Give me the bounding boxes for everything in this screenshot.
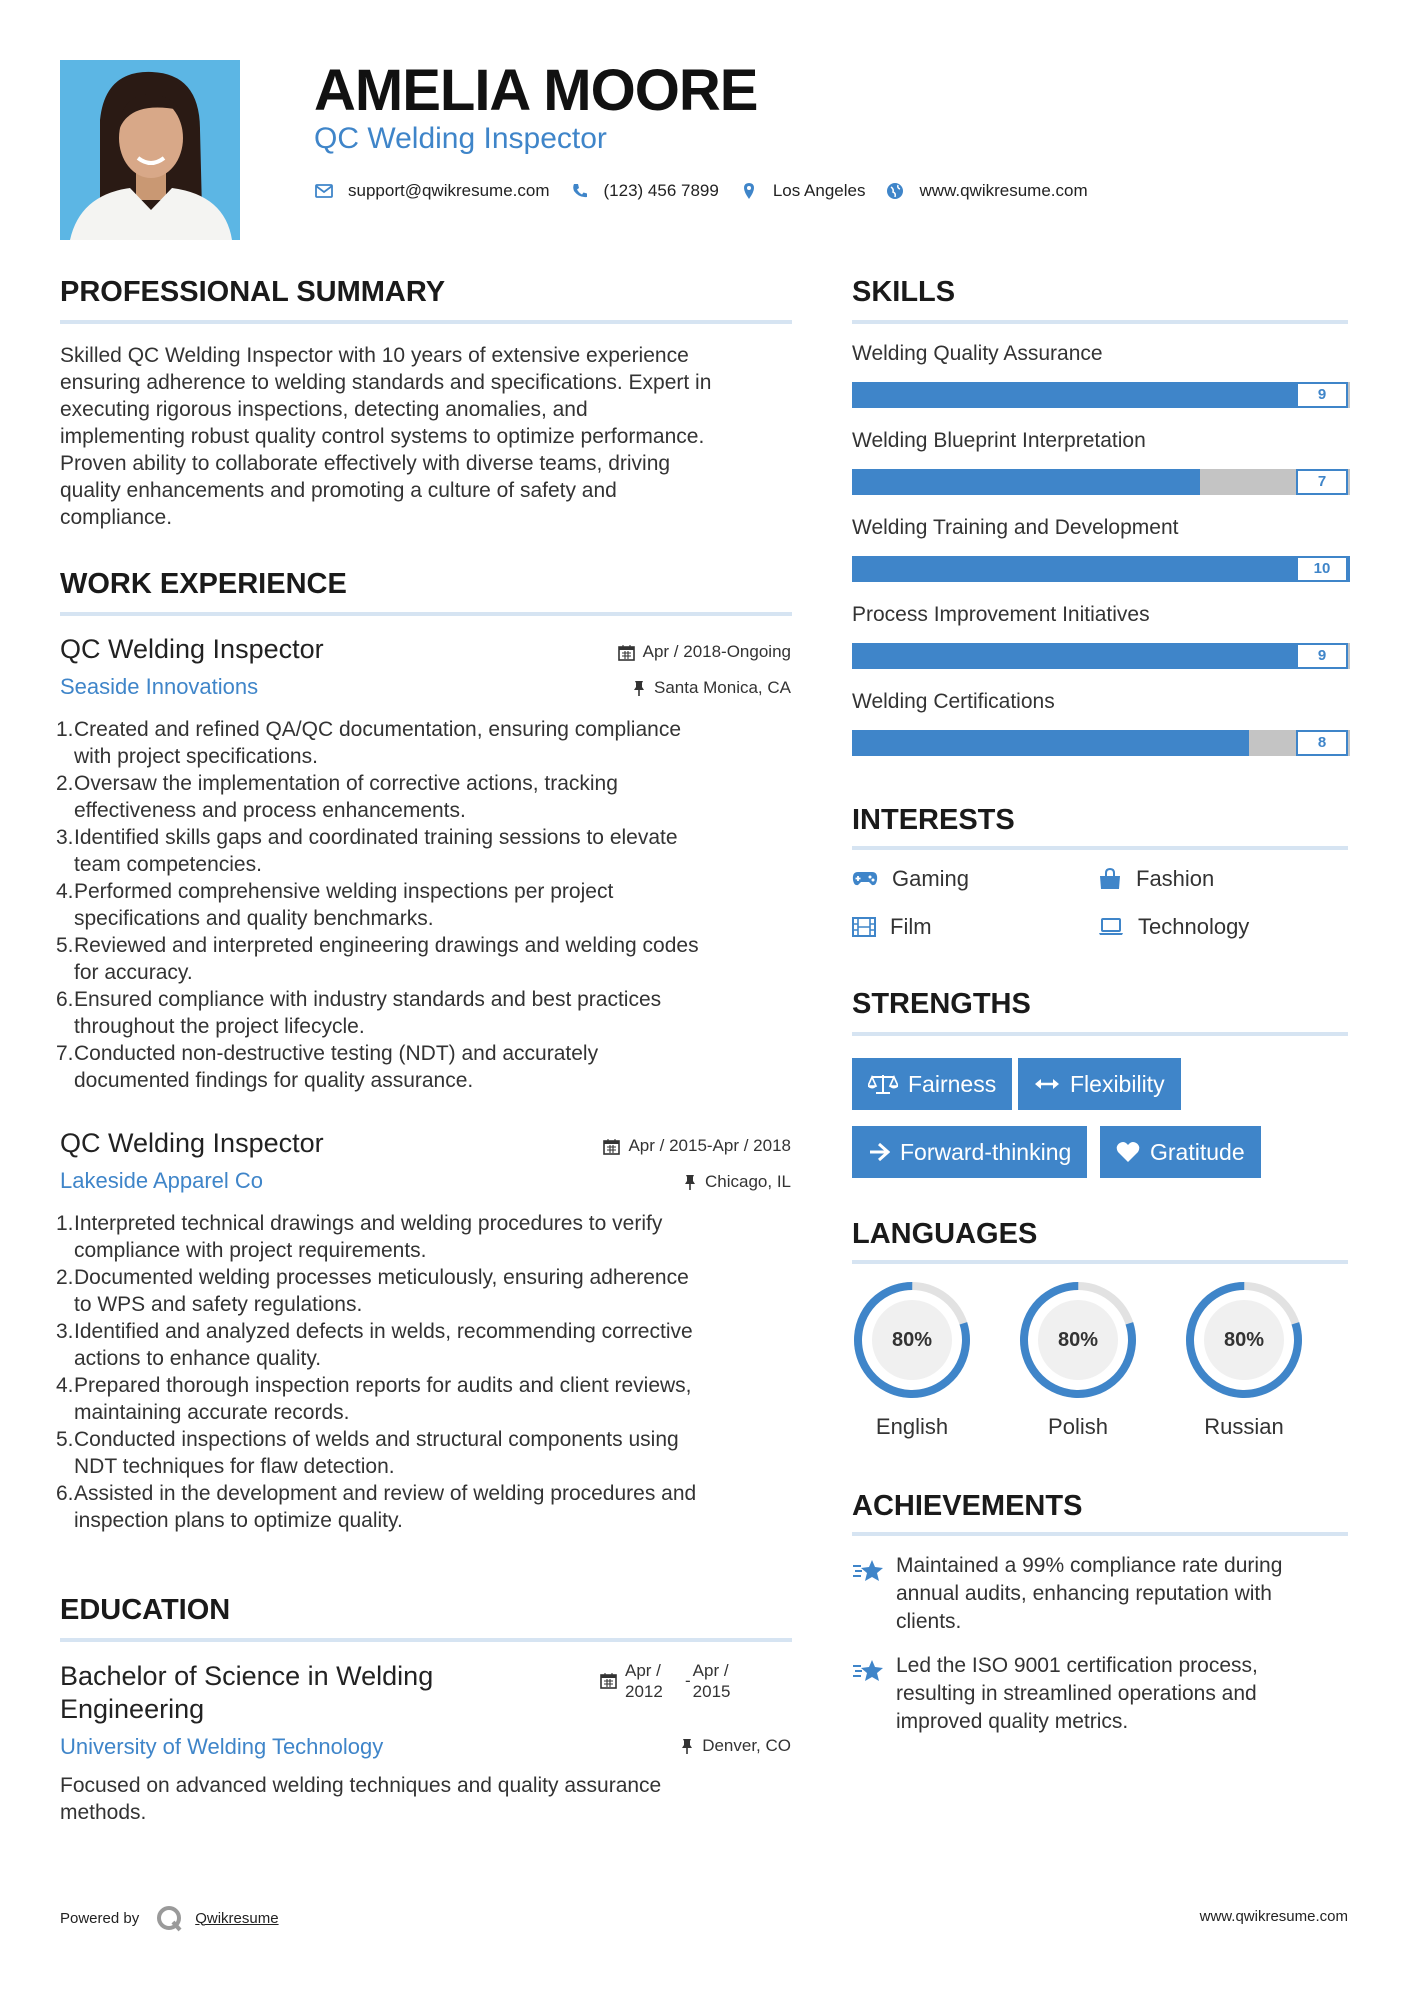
school-name: University of Welding Technology (60, 1734, 384, 1759)
skill-score: 7 (1296, 469, 1348, 495)
skill-segment (902, 643, 952, 669)
skill-segment (951, 469, 1001, 495)
list-item: 2. Oversaw the implementation of corrective actions, tracking effectiveness and process enhancements. (56, 772, 618, 822)
interest-gaming: Gaming (852, 866, 969, 892)
languages-heading: LANGUAGES (852, 1218, 1038, 1250)
skill-segment (1001, 730, 1051, 756)
skill-segment (1249, 469, 1299, 495)
skill-segment (1001, 643, 1051, 669)
skill-segment (1001, 469, 1051, 495)
job-location-text: Santa Monica, CA (653, 678, 791, 697)
skill-segment (1150, 469, 1200, 495)
achievements-divider (852, 1532, 1348, 1536)
skill-segment (852, 469, 902, 495)
skill-segment (902, 382, 952, 408)
skill-score: 9 (1296, 643, 1348, 669)
summary-text (60, 342, 800, 531)
skill-segment (852, 382, 902, 408)
skill-name: Welding Training and Development (852, 516, 1179, 539)
contact-website[interactable]: www.qwikresume.com (919, 181, 1088, 200)
summary-line: quality enhancements and promoting a culture of safety and (60, 479, 617, 502)
contact-phone[interactable]: (123) 456 7899 (603, 181, 719, 200)
candidate-title: QC Welding Inspector (314, 122, 607, 155)
interests-divider (852, 846, 1348, 850)
candidate-name: AMELIA MOORE (314, 58, 758, 123)
job-dates (603, 1136, 791, 1156)
star-icon (852, 1658, 884, 1684)
summary-divider (60, 320, 792, 324)
summary-line: implementing robust quality control systems to optimize performance. (60, 425, 705, 448)
skill-segment (951, 730, 1001, 756)
skill-level-bar (852, 643, 1350, 669)
calendar-icon (603, 1138, 620, 1155)
languages-divider (852, 1260, 1348, 1264)
list-item: 1. Interpreted technical drawings and welding procedures to verify compliance with project requirements. (56, 1212, 663, 1262)
skill-name: Process Improvement Initiatives (852, 603, 1150, 626)
skill-name: Welding Blueprint Interpretation (852, 429, 1146, 452)
strengths-divider (852, 1032, 1348, 1036)
list-item: 1. Created and refined QA/QC documentation, ensuring compliance with project specifications. (56, 718, 682, 768)
skill-segment (1100, 643, 1150, 669)
education-divider (60, 1638, 792, 1642)
laptop-icon (1098, 918, 1124, 936)
job-dates (618, 642, 791, 662)
skill-segment (1200, 556, 1250, 582)
skill-segment (852, 643, 902, 669)
skill-segment (1249, 556, 1299, 582)
profile-photo (60, 60, 240, 240)
skill-segment (951, 382, 1001, 408)
education-heading: EDUCATION (60, 1594, 231, 1626)
language-percent: 80% (891, 1328, 933, 1351)
degree-title: Bachelor of Science in Welding Engineering (60, 1661, 434, 1724)
qwikresume-logo-icon (155, 1904, 183, 1932)
job-title: QC Welding Inspector (60, 634, 324, 664)
contact-location: Los Angeles (772, 181, 866, 200)
interest-fashion: Fashion (1098, 866, 1214, 892)
strength-badge: Forward-thinking (852, 1126, 1087, 1178)
skill-segment (902, 730, 952, 756)
language-percent: 80% (1223, 1328, 1265, 1351)
summary-line: ensuring adherence to welding standards and specifications. Expert in (60, 371, 712, 394)
pushpin-icon (632, 680, 646, 697)
achievements-heading: ACHIEVEMENTS (852, 1490, 1083, 1522)
skill-score: 9 (1296, 382, 1348, 408)
list-item: 3. Identified skills gaps and coordinated training sessions to elevate team competencies. (56, 826, 678, 876)
skill-name: Welding Certifications (852, 690, 1055, 713)
language-name: Polish (1048, 1414, 1108, 1439)
skill-level-bar (852, 730, 1350, 756)
skill-segment (852, 556, 902, 582)
arrows-horizontal-icon (1034, 1076, 1060, 1092)
achievement-item: Led the ISO 9001 certification process, resulting in streamlined operations and improved quality metrics. (852, 1652, 1258, 1736)
footer-powered: Powered by Qwikresume (60, 1904, 279, 1932)
skill-segment (1150, 643, 1200, 669)
experience-heading: WORK EXPERIENCE (60, 568, 347, 600)
strength-badge: Gratitude (1100, 1126, 1261, 1178)
skill-segment (1051, 382, 1101, 408)
skill-segment (1100, 730, 1150, 756)
skill-segment (1200, 643, 1250, 669)
arrow-right-icon (868, 1142, 890, 1162)
job-location-text: Chicago, IL (705, 1172, 791, 1191)
summary-line: compliance. (60, 506, 173, 529)
job-dates-text: Apr / 2015-Apr / 2018 (628, 1136, 791, 1155)
skill-segment (1051, 730, 1101, 756)
skill-level-bar (852, 469, 1350, 495)
summary-heading: PROFESSIONAL SUMMARY (60, 276, 446, 308)
calendar-icon (600, 1672, 617, 1689)
language-percent: 80% (1057, 1328, 1099, 1351)
skill-segment (1249, 382, 1299, 408)
footer-website[interactable]: www.qwikresume.com (1199, 1908, 1348, 1925)
skill-segment (951, 556, 1001, 582)
film-icon (852, 917, 876, 937)
language-ring (1182, 1278, 1306, 1402)
skill-score: 10 (1296, 556, 1348, 582)
skill-score: 8 (1296, 730, 1348, 756)
list-item: 6. Assisted in the development and review of welding procedures and inspection plans to optimize quality. (56, 1482, 697, 1532)
list-item: 3. Identified and analyzed defects in welds, recommending corrective actions to enhance quality. (56, 1320, 693, 1370)
skill-level-bar (852, 382, 1350, 408)
language-name: Russian (1204, 1414, 1284, 1439)
contact-email[interactable]: support@qwikresume.com (348, 181, 550, 200)
skill-segment (1200, 469, 1250, 495)
education-description: Focused on advanced welding techniques and quality assurance methods. (60, 1774, 662, 1824)
contact-bar (314, 178, 1108, 204)
skill-segment (902, 556, 952, 582)
interests-heading: INTERESTS (852, 804, 1015, 836)
interest-film: Film (852, 914, 932, 940)
skill-segment (1150, 730, 1200, 756)
job-dates-text: Apr / 2018-Ongoing (642, 642, 791, 661)
language-name: English (875, 1414, 949, 1439)
list-item: 7. Conducted non-destructive testing (NDT) and accurately documented findings for quality assurance. (56, 1042, 599, 1092)
summary-line: Proven ability to collaborate effectively with diverse teams, driving (60, 452, 671, 475)
summary-line: executing rigorous inspections, detecting anomalies, and (60, 398, 588, 421)
list-item: 5. Conducted inspections of welds and structural components using NDT techniques for flaw detection. (56, 1428, 679, 1478)
job-company: Lakeside Apparel Co (60, 1168, 264, 1193)
job-company: Seaside Innovations (60, 674, 259, 699)
skill-segment (1001, 556, 1051, 582)
list-item: 4. Prepared thorough inspection reports for audits and client reviews, maintaining accurate records. (56, 1374, 692, 1424)
qwikresume-link[interactable]: Qwikresume (195, 1909, 279, 1927)
job-location (632, 678, 791, 698)
skill-segment (1200, 382, 1250, 408)
job-duties (56, 1210, 806, 1534)
calendar-icon (618, 644, 635, 661)
gamepad-icon (852, 870, 878, 888)
skill-segment (902, 469, 952, 495)
skill-segment (1001, 382, 1051, 408)
heart-icon (1116, 1141, 1140, 1163)
skill-segment (1150, 556, 1200, 582)
skill-segment (1249, 643, 1299, 669)
skill-segment (1051, 556, 1101, 582)
skill-segment (1100, 469, 1150, 495)
skills-heading: SKILLS (852, 276, 956, 308)
shopping-bag-icon (1098, 868, 1122, 890)
strength-badge: Flexibility (1018, 1058, 1181, 1110)
achievement-item: Maintained a 99% compliance rate during annual audits, enhancing reputation with clients. (852, 1552, 1282, 1636)
skill-segment (1100, 382, 1150, 408)
interest-technology: Technology (1098, 914, 1249, 940)
skill-segment (1249, 730, 1299, 756)
skill-segment (1200, 730, 1250, 756)
phone-icon (570, 181, 590, 201)
skill-segment (1051, 643, 1101, 669)
strength-badge: Fairness (852, 1058, 1012, 1110)
map-pin-icon (739, 181, 759, 201)
strengths-heading: STRENGTHS (852, 988, 1031, 1020)
pushpin-icon (680, 1738, 694, 1755)
job-duties (56, 716, 806, 1094)
skill-segment (951, 643, 1001, 669)
skill-segment (1150, 382, 1200, 408)
list-item: 2. Documented welding processes meticulously, ensuring adherence to WPS and safety regulations. (56, 1266, 689, 1316)
job-location (683, 1172, 791, 1192)
experience-divider (60, 612, 792, 616)
education-dates: Apr / 2012 - Apr / 2015 (600, 1660, 731, 1702)
skill-level-bar (852, 556, 1350, 582)
summary-line: Skilled QC Welding Inspector with 10 years of extensive experience (60, 344, 689, 367)
list-item: 4. Performed comprehensive welding inspections per project specifications and quality benchmarks. (56, 880, 614, 930)
list-item: 5. Reviewed and interpreted engineering drawings and welding codes for accuracy. (56, 934, 699, 984)
balance-scale-icon (868, 1073, 898, 1095)
pushpin-icon (683, 1174, 697, 1191)
skill-segment (852, 730, 902, 756)
envelope-icon (314, 181, 334, 201)
globe-icon (885, 181, 905, 201)
skills-divider (852, 320, 1348, 324)
star-icon (852, 1558, 884, 1584)
skill-segment (1100, 556, 1150, 582)
job-title: QC Welding Inspector (60, 1128, 324, 1158)
list-item: 6. Ensured compliance with industry standards and best practices throughout the project lifecycle. (56, 988, 662, 1038)
education-location: Denver, CO (680, 1736, 791, 1756)
skill-segment (1051, 469, 1101, 495)
language-ring (1016, 1278, 1140, 1402)
language-ring (850, 1278, 974, 1402)
skill-name: Welding Quality Assurance (852, 342, 1103, 365)
